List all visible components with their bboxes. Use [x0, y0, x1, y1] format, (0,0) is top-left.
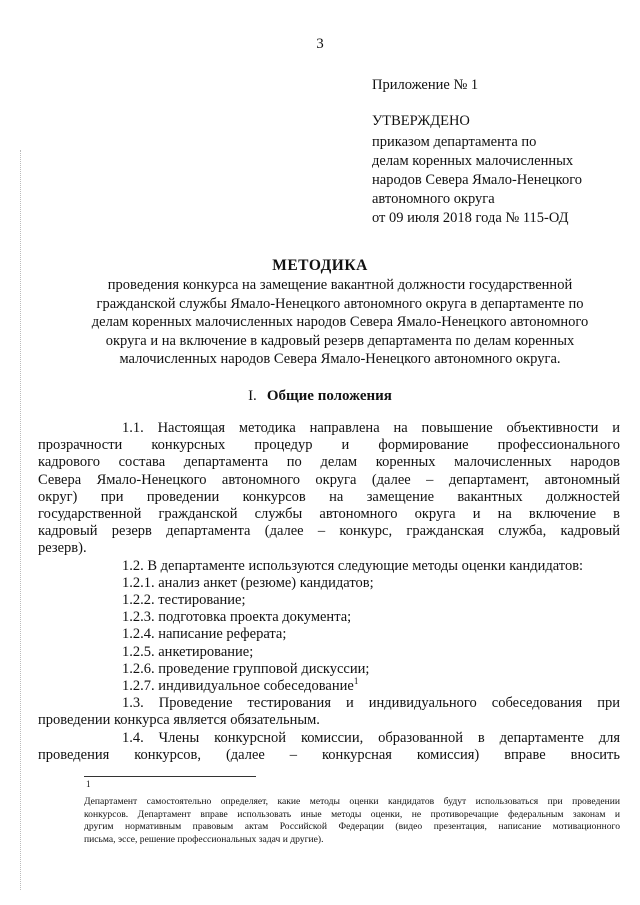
footnote-line: конкурсов. Департамент вправе использовать иные методы оценки, не противоречащие федеральным законам и [84, 808, 620, 820]
list-item [84, 678, 620, 695]
paragraph-line: проведении конкурса является обязательным. [38, 712, 320, 729]
paragraph-line: проведения конкурсов, (далее – конкурсная комиссия) вправе вносить [38, 746, 620, 763]
footnote-mark: 1 [86, 779, 91, 789]
document-title: МЕТОДИКА [272, 257, 368, 274]
section-title: Общие положения [266, 388, 392, 404]
document-body [38, 420, 620, 764]
paragraph-line: 1.4. Члены конкурсной комиссии, образованной в департаменте для [122, 729, 620, 746]
paragraph-line: государственной гражданской службы автономного округа и на включение в [38, 506, 620, 523]
section-heading [0, 388, 640, 405]
paragraph-line: прозрачности конкурсных процедур и формирование профессионального [38, 437, 620, 454]
paragraph-line: кадрового состава департамента по делам коренных малочисленных народов [38, 454, 620, 471]
page-number: 3 [316, 36, 324, 52]
methods-list [84, 575, 620, 695]
list-item: 1.2.6. проведение групповой дискуссии; [122, 660, 370, 677]
paragraph-1-1 [38, 420, 620, 558]
approval-block [372, 76, 632, 228]
paragraph-1-4 [38, 729, 620, 764]
footnote-separator [84, 776, 256, 777]
subtitle-line: округа и на включение в кадровый резерв департамента по делам коренных [105, 332, 575, 349]
subtitle-line: делам коренных малочисленных народов Севера Ямало-Ненецкого автономного [91, 314, 589, 330]
paragraph-1-3 [38, 695, 620, 729]
approved-stamp-text: УТВЕРЖДЕНО [372, 113, 470, 129]
paragraph-line: кадровый резерв департамента (далее – конкурс, гражданская служба, кадровый [38, 523, 620, 540]
approval-line: приказом департамента по [372, 134, 537, 150]
list-item: 1.2.2. тестирование; [122, 592, 246, 609]
paragraph-line: 1.1. Настоящая методика направлена на повышение объективности и [122, 420, 620, 436]
list-item: 1.2.5. анкетирование; [122, 643, 254, 660]
approval-line: от 09 июля 2018 года № 115-ОД [372, 210, 569, 226]
subtitle-line: проведения конкурса на замещение вакантной должности государственной [107, 277, 573, 293]
footnote-line: Департамент самостоятельно определяет, какие методы оценки кандидатов будут использоваться при проведении [84, 796, 620, 807]
approval-line: делам коренных малочисленных [372, 153, 574, 169]
footnote-reference: 1 [353, 676, 359, 687]
paragraph-line: Севера Ямало-Ненецкого автономного округа (далее – департамент, автономный [38, 471, 620, 488]
subtitle-line: малочисленных народов Севера Ямало-Ненецкого автономного округа. [119, 351, 561, 367]
paragraph-line: округ) при проведении конкурсов на замещение вакантных должностей [38, 488, 620, 505]
footnote [84, 796, 620, 846]
subtitle-line: гражданской службы Ямало-Ненецкого автономного округа в департаменте по [96, 295, 584, 312]
document-subtitle [60, 276, 620, 369]
list-item: 1.2.1. анализ анкет (резюме) кандидатов; [122, 574, 374, 591]
approval-line: автономного округа [372, 191, 495, 207]
paragraph-line: 1.3. Проведение тестирования и индивидуального собеседования при [122, 695, 620, 712]
paragraph-line: резерв). [38, 540, 87, 557]
list-item-text: 1.2.7. индивидуальное собеседование [122, 678, 354, 695]
footnote-line: письма, эссе, решение профессиональных задач и другие). [84, 833, 324, 845]
footnote-line: другим нормативным правовым актам Российской Федерации (видео презентация, написание мотивационного [84, 821, 620, 832]
approval-line: народов Севера Ямало-Ненецкого [372, 172, 583, 188]
list-item: 1.2.4. написание реферата; [122, 626, 287, 643]
section-number: I. [248, 388, 257, 404]
paragraph-1-2: 1.2. В департаменте используются следующие методы оценки кандидатов: [122, 557, 584, 574]
attachment-label: Приложение № 1 [372, 77, 479, 93]
list-item: 1.2.3. подготовка проекта документа; [122, 609, 352, 626]
